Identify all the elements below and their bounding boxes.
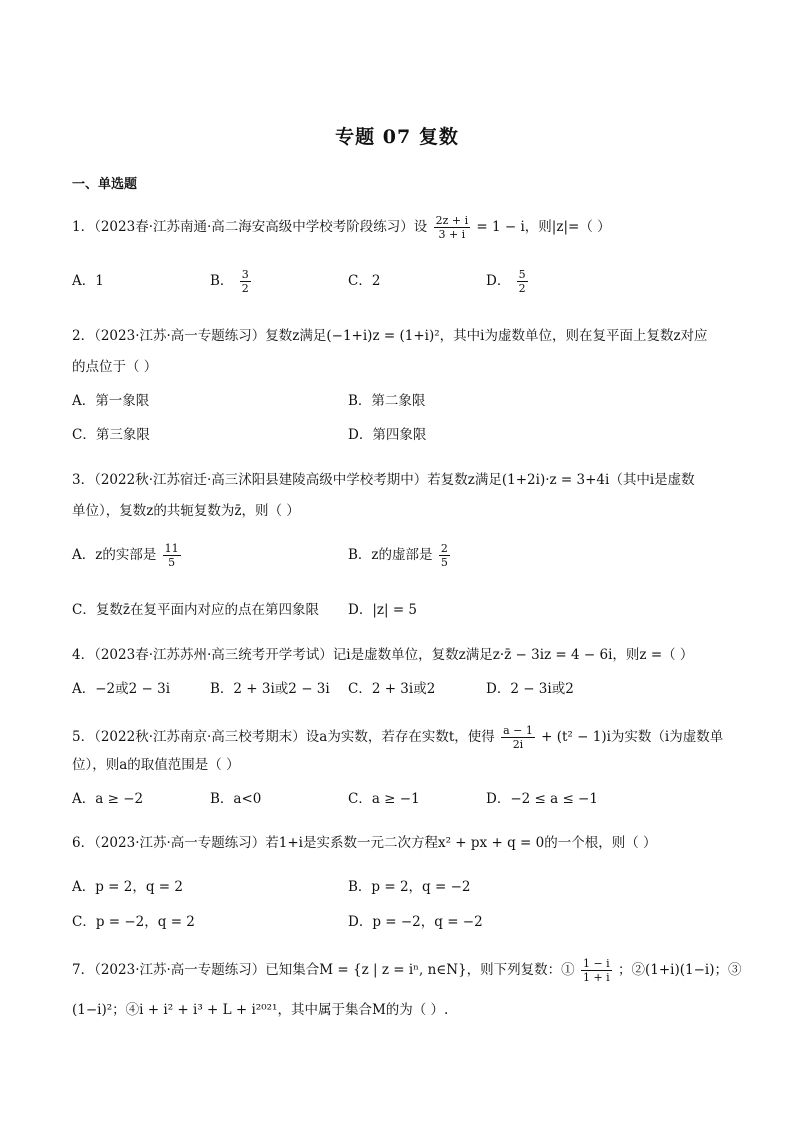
q1-option-b-num: 3 xyxy=(241,268,249,281)
q5-option-a: A．a ≥ −2 xyxy=(72,791,144,807)
q4-option-c: C．2 + 3i或2 xyxy=(348,681,436,697)
q5-line1-a: 5．（2022秋·江苏南京·高三校考期末）设a为实数，若存在实数t，使得 xyxy=(72,729,495,745)
q3-option-b-label: B．z的虚部是 xyxy=(348,547,433,563)
question-5-line-1 xyxy=(72,724,723,751)
q2-option-c: C．第三象限 xyxy=(72,427,150,443)
q7-fraction xyxy=(581,957,612,984)
q1-frac-num: 2z + i xyxy=(435,214,469,227)
q3-option-c: C．复数z̄在复平面内对应的点在第四象限 xyxy=(72,602,319,618)
q7-frac-num: 1 − i xyxy=(582,957,610,970)
q1-option-d-num: 5 xyxy=(518,268,526,281)
q4-option-a: A．−2或2 − 3i xyxy=(72,681,171,697)
q1-option-b-label: B． xyxy=(210,273,234,289)
q7-frac-den: 1 + i xyxy=(582,971,610,984)
section-heading: 一、单选题 xyxy=(72,177,138,192)
q5-option-c: C．a ≥ −1 xyxy=(348,791,420,807)
q1-option-b-frac xyxy=(240,268,251,295)
q3-option-d: D．|z| = 5 xyxy=(348,602,418,618)
q2-option-b: B．第二象限 xyxy=(348,393,426,409)
q5-option-b: B．a<0 xyxy=(210,791,262,807)
question-2-line-1: 2．（2023·江苏·高一专题练习）复数z满足(−1+i)z = (1+i)²，其中i为虚数单位，则在复平面上复数z对应 xyxy=(72,328,708,344)
q4-option-b: B．2 + 3i或2 − 3i xyxy=(210,681,330,697)
q1-fraction xyxy=(434,214,471,241)
q1-option-d xyxy=(486,268,530,295)
q1-option-d-den: 2 xyxy=(518,282,526,295)
q1-option-b xyxy=(210,268,253,295)
question-2-line-2: 的点位于（ ） xyxy=(72,359,158,375)
q3-option-a-num: 11 xyxy=(164,542,179,555)
q1-option-d-frac xyxy=(517,268,528,295)
question-3-line-1: 3．（2022秋·江苏宿迁·高三沭阳县建陵高级中学校考期中）若复数z满足(1+2i)·z = 3+4i（其中i是虚数 xyxy=(72,472,695,488)
q1-option-a: A．1 xyxy=(72,273,104,289)
question-1-stem xyxy=(72,214,611,241)
question-3-line-2: 单位），复数z的共轭复数为z̄，则（ ） xyxy=(72,503,300,519)
q4-option-d: D．2 − 3i或2 xyxy=(486,681,574,697)
q5-option-d: D．−2 ≤ a ≤ −1 xyxy=(486,791,598,807)
q7-line1-a: 7．（2023·江苏·高一专题练习）已知集合M = {z | z = iⁿ, n∈N}，则下列复数：① xyxy=(72,962,575,978)
question-6-line-1: 6．（2023·江苏·高一专题练习）若1+i是实系数一元二次方程x² + px + q = 0的一个根，则（ ） xyxy=(72,835,657,851)
q5-line1-b: + (t² − 1)i为实数（i为虚数单 xyxy=(541,729,724,745)
question-4-line-1: 4．（2023春·江苏苏州·高三统考开学考试）记i是虚数单位，复数z满足z·z̄ − 3iz = 4 − 6i，则z =（ ） xyxy=(72,647,694,663)
q3-option-a-frac xyxy=(163,542,181,569)
q3-option-a xyxy=(72,542,183,569)
question-7-line-1 xyxy=(72,957,742,984)
q3-option-a-label: A．z的实部是 xyxy=(72,547,157,563)
q6-option-b: B．p = 2，q = −2 xyxy=(348,879,471,895)
q3-option-b xyxy=(348,542,452,569)
q6-option-d: D．p = −2，q = −2 xyxy=(348,914,483,930)
q1-stem-b: = 1 − i，则|z|=（ ） xyxy=(476,219,611,235)
q5-frac-num: a − 1 xyxy=(503,724,533,737)
question-7-line-2: (1−i)²；④i + i² + i³ + L + i²⁰²¹，其中属于集合M的为（ ）. xyxy=(72,1002,449,1018)
q3-option-a-den: 5 xyxy=(168,556,176,569)
q1-frac-den: 3 + i xyxy=(438,228,466,241)
q2-option-a: A．第一象限 xyxy=(72,393,150,409)
page-title: 专题 07 复数 xyxy=(335,126,459,148)
q3-option-b-frac xyxy=(439,542,450,569)
q7-line1-b: ；②(1+i)(1−i)；③ xyxy=(618,962,742,978)
q6-option-a: A．p = 2，q = 2 xyxy=(72,879,183,895)
q6-option-c: C．p = −2，q = 2 xyxy=(72,914,195,930)
q1-option-c: C．2 xyxy=(348,273,381,289)
q5-fraction xyxy=(501,724,535,751)
q3-option-b-den: 5 xyxy=(440,556,448,569)
question-5-line-2: 位），则a的取值范围是（ ） xyxy=(72,757,240,773)
q1-stem-a: 1．（2023春·江苏南通·高二海安高级中学校考阶段练习）设 xyxy=(72,219,428,235)
q3-option-b-num: 2 xyxy=(440,542,448,555)
q2-option-d: D．第四象限 xyxy=(348,427,427,443)
q1-option-d-label: D． xyxy=(486,273,511,289)
q5-frac-den: 2i xyxy=(512,738,524,751)
q1-option-b-den: 2 xyxy=(241,282,249,295)
